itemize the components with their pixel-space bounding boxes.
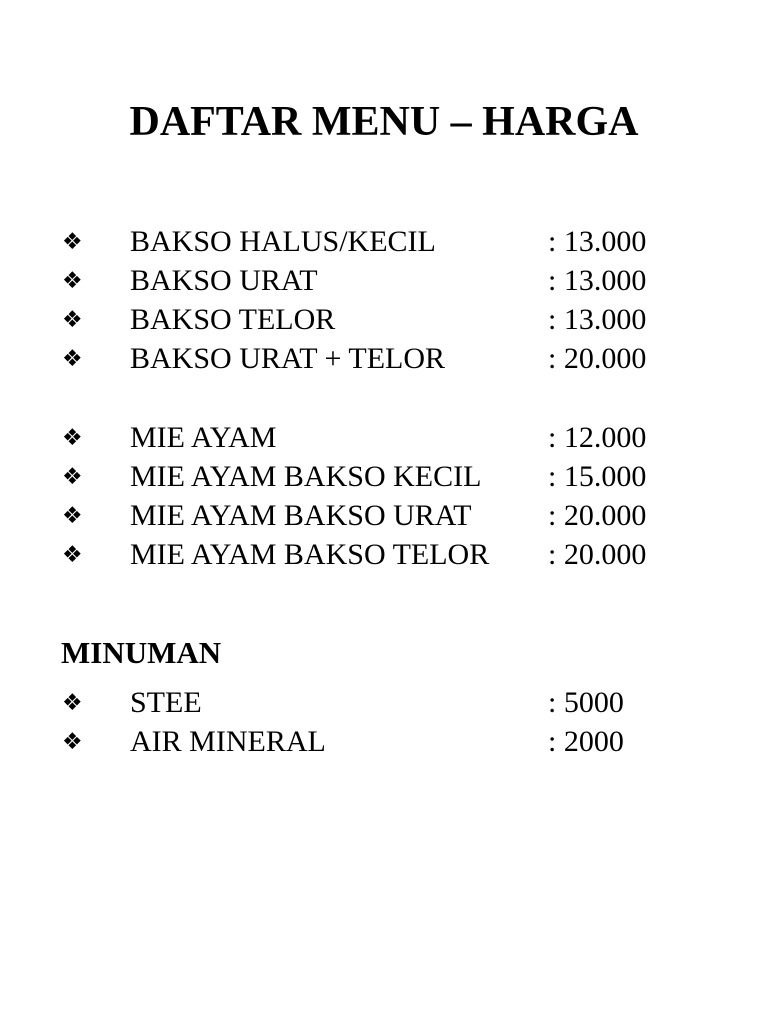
item-price: : 13.000	[548, 225, 647, 258]
menu-item	[0, 262, 768, 300]
diamond-bullet-icon: ❖	[62, 542, 83, 568]
item-name: STEE	[130, 686, 202, 719]
item-price: : 12.000	[548, 421, 647, 454]
menu-item	[0, 419, 768, 457]
item-name: BAKSO HALUS/KECIL	[130, 225, 436, 258]
menu-item	[0, 223, 768, 261]
menu-item	[0, 340, 768, 378]
item-price: : 5000	[548, 686, 624, 719]
diamond-bullet-icon: ❖	[62, 503, 83, 529]
diamond-bullet-icon: ❖	[62, 346, 83, 372]
item-name: MIE AYAM BAKSO TELOR	[130, 538, 490, 571]
diamond-bullet-icon: ❖	[62, 307, 83, 333]
diamond-bullet-icon: ❖	[62, 229, 83, 255]
item-name: BAKSO URAT + TELOR	[130, 342, 446, 375]
menu-item	[0, 301, 768, 339]
item-name: MIE AYAM BAKSO KECIL	[130, 460, 482, 493]
item-name: MIE AYAM	[130, 421, 277, 454]
menu-item	[0, 536, 768, 574]
item-price: : 15.000	[548, 460, 647, 493]
diamond-bullet-icon: ❖	[62, 729, 83, 755]
item-price: : 13.000	[548, 264, 647, 297]
item-name: AIR MINERAL	[130, 725, 326, 758]
item-price: : 20.000	[548, 538, 647, 571]
menu-item	[0, 497, 768, 535]
item-price: : 20.000	[548, 499, 647, 532]
diamond-bullet-icon: ❖	[62, 464, 83, 490]
menu-item	[0, 684, 768, 722]
diamond-bullet-icon: ❖	[62, 268, 83, 294]
page-title: DAFTAR MENU – HARGA	[129, 99, 639, 145]
item-price: : 2000	[548, 725, 624, 758]
drinks-heading: MINUMAN	[61, 635, 222, 670]
diamond-bullet-icon: ❖	[62, 425, 83, 451]
menu-item	[0, 723, 768, 761]
diamond-bullet-icon: ❖	[62, 690, 83, 716]
item-name: MIE AYAM BAKSO URAT	[130, 499, 472, 532]
menu-item	[0, 458, 768, 496]
item-price: : 13.000	[548, 303, 647, 336]
item-name: BAKSO URAT	[130, 264, 318, 297]
item-name: BAKSO TELOR	[130, 303, 336, 336]
item-price: : 20.000	[548, 342, 647, 375]
